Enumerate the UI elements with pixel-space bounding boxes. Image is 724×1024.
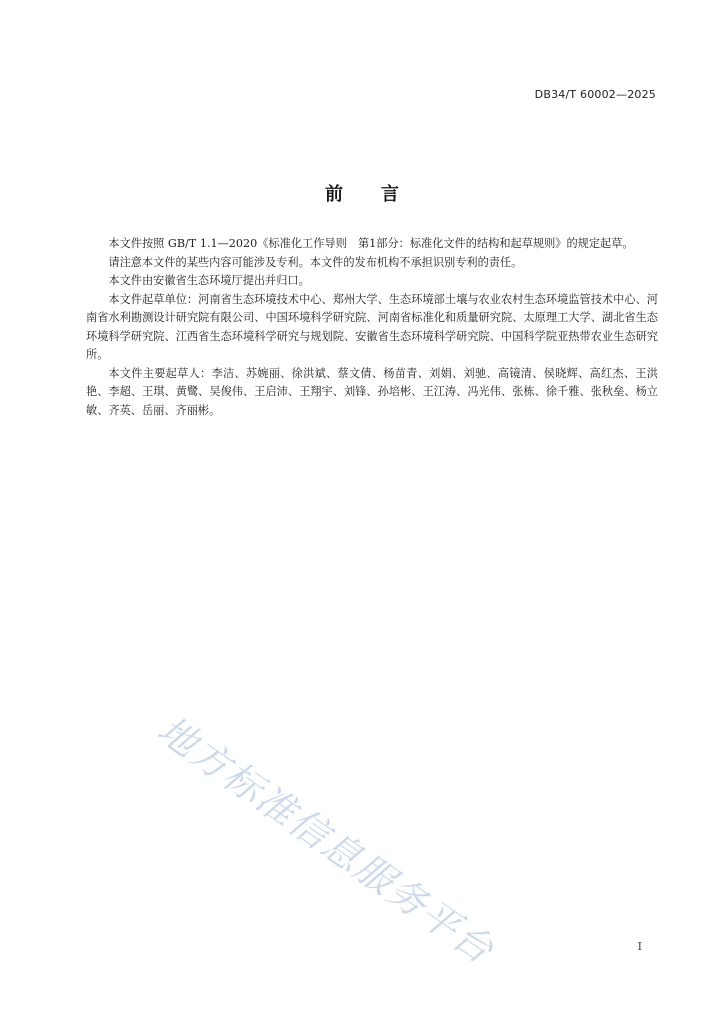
page-title: 前言 [325, 184, 437, 205]
paragraph-proposer: 本文件由安徽省生态环境厅提出并归口。 [108, 274, 310, 287]
paragraph-drafting-rules: 本文件按照 GB/T 1.1—2020《标准化工作导则 第1部分：标准化文件的结构和起草规则》的规定起草。 [108, 237, 634, 250]
paragraph-drafters: 本文件主要起草人：李洁、苏婉丽、徐洪斌、蔡文倩、杨苗青、刘娟、刘驰、高镜清、侯晓辉、高红杰、王洪艳、李超、王琪、黄鹭、吴俊伟、王启沛、王翔宇、刘锋、孙培彬、王江涛、冯光伟、张栋、徐千雅、张秋垒、杨立敏、齐英、岳丽、齐丽彬。 [86, 366, 658, 417]
foreword-body [86, 235, 658, 420]
document-code: DB34/T 60002—2025 [534, 88, 656, 101]
page-number: I [637, 940, 642, 953]
paragraph-patent-notice: 请注意本文件的某些内容可能涉及专利。本文件的发布机构不承担识别专利的责任。 [108, 255, 523, 269]
watermark: 地方标准信息服务平台 [149, 707, 503, 973]
paragraph-drafting-units: 本文件起草单位：河南省生态环境技术中心、郑州大学、生态环境部土壤与农业农村生态环境监管技术中心、河南省水利勘测设计研究院有限公司、中国环境科学研究院、河南省标准化和质量研究院、太原理工大学、湖北省生态环境科学研究院、江西省生态环境科学研究与规划院、安徽省生态环境科学研究院、中国科学院亚热带农业生态研究所。 [86, 292, 658, 361]
